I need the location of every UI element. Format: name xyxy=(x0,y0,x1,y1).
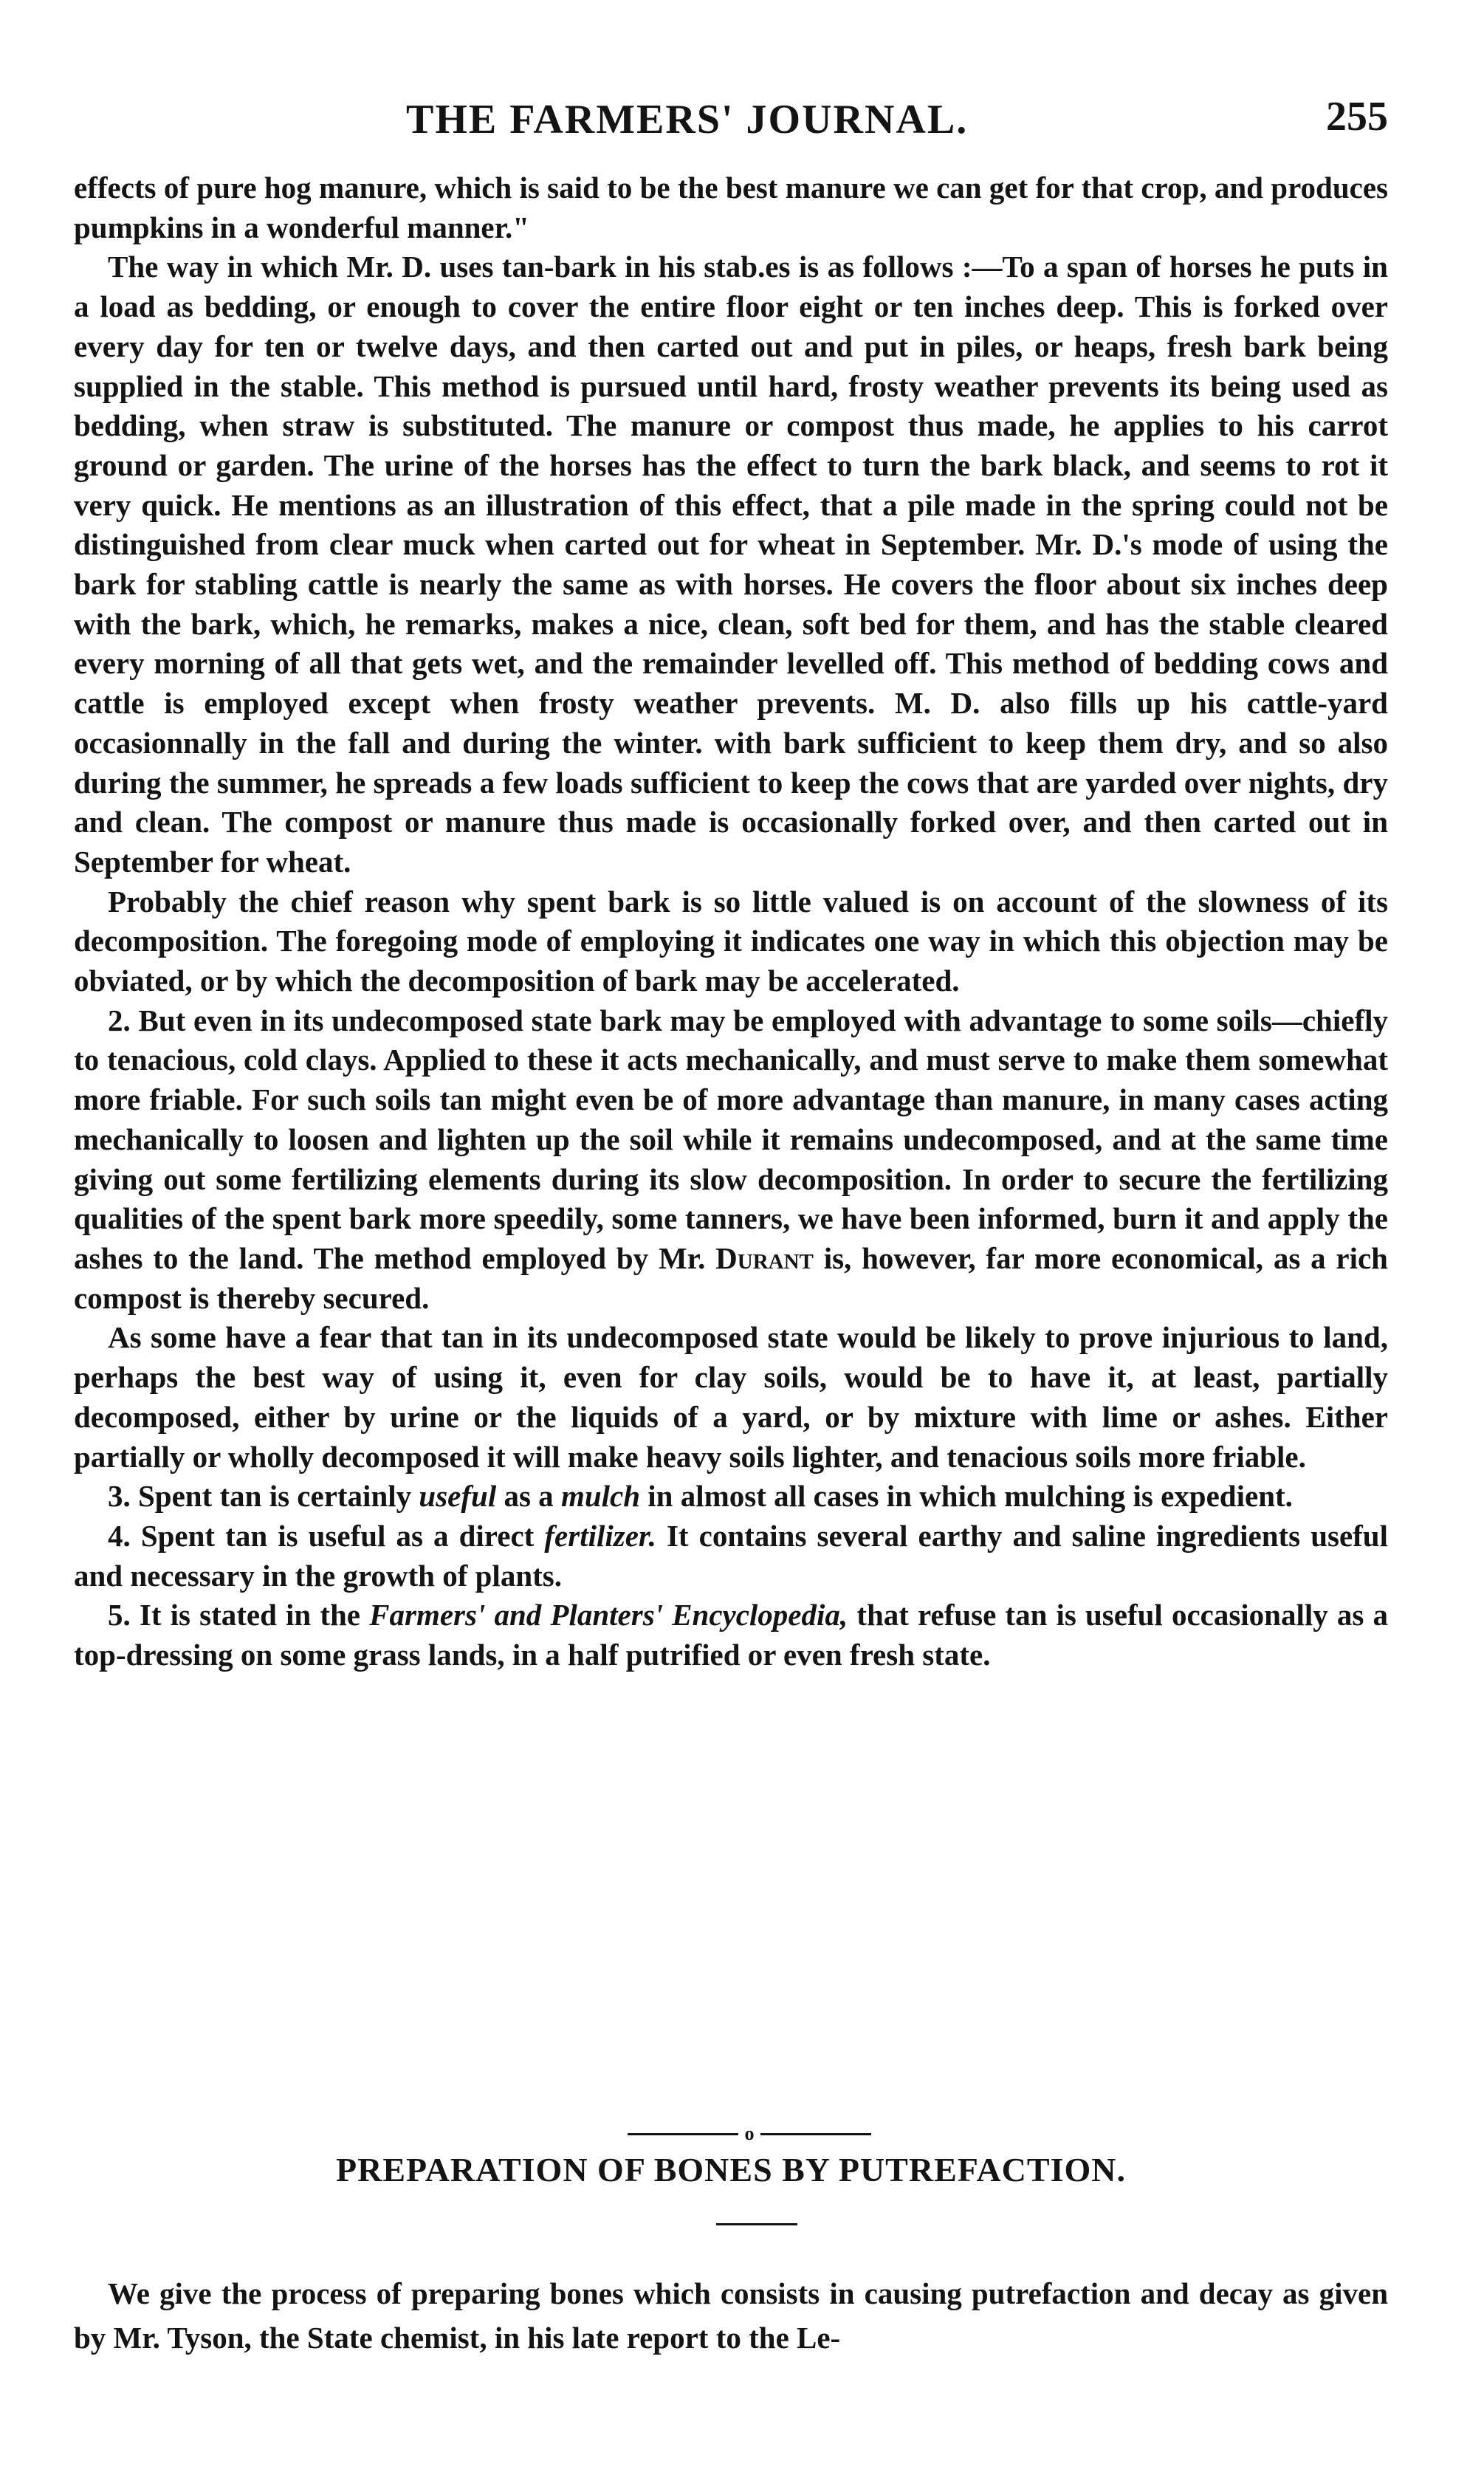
paragraph-text: 3. Spent tan is certainly xyxy=(108,1479,419,1514)
separator-glyph: o xyxy=(744,2123,755,2144)
paragraph-mulch xyxy=(74,1477,1388,1517)
emphasis-encyclopedia-title: Farmers' and Planters' Encyclopedia, xyxy=(369,1598,848,1633)
separator-rule-right xyxy=(760,2133,871,2135)
name-durant: Durant xyxy=(715,1240,814,1275)
section-body xyxy=(74,2271,1388,2360)
paragraph-text: It contains several earthy and saline ingredients useful and necessary in the growth of plants. xyxy=(74,1518,1388,1593)
paragraph-text: 4. Spent tan is useful as a direct xyxy=(108,1518,545,1553)
journal-title: THE FARMERS' JOURNAL. xyxy=(406,97,969,143)
page-number: 255 xyxy=(1326,94,1388,140)
paragraph-text: in almost all cases in which mulching is expedient. xyxy=(640,1479,1293,1514)
paragraph-hog-manure: effects of pure hog manure, which is said to be the best manure we can get for that crop, and produces pumpkins in a wonderful manner." xyxy=(74,171,1388,244)
paragraph-fertilizer xyxy=(74,1517,1388,1596)
paragraph-undecomposed-bark xyxy=(74,1001,1388,1319)
emphasis-useful: useful xyxy=(419,1479,497,1514)
separator-rule-left xyxy=(628,2133,738,2135)
section-separator xyxy=(628,2123,871,2145)
paragraph-text: 2. But even in its undecomposed state bark may be employed with advantage to some soils—chiefly to tenacious, cold clays. Applied to these it acts mechanically, and must serve to make them somewhat more friable. For such soils tan might even be of more advantage than manure, in many cases acting mechanically to loosen and lighten up the soil while it remains undecomposed, and at the same time giving out some fertilizing elements during its slow decomposition. In order to secure the fertilizing qualities of the spent bark more speedily, some tanners, we have been informed, burn it and apply the ashes to the land. The method employed by Mr. xyxy=(74,1003,1388,1275)
paragraph-text: as a xyxy=(496,1479,561,1514)
paragraph-text: 5. It is stated in the xyxy=(108,1598,370,1633)
paragraph-decomposition: Probably the chief reason why spent bark is so little valued is on account of the slowness of its decomposition. The foregoing mode of employing it indicates one way in which this objection may be obviated, or by which the decomposition of bark may be accelerated. xyxy=(74,884,1388,998)
paragraph-text: that refuse tan is useful occasionally as a top-dressing on some grass lands, in a half putrified or even fresh state. xyxy=(74,1598,1388,1672)
heading-rule xyxy=(716,2223,797,2225)
paragraph-text: is, however, far more economical, as a rich compost is thereby secured. xyxy=(74,1240,1388,1315)
running-head xyxy=(74,96,1388,155)
paragraph-partial-decomposition: As some have a fear that tan in its undecomposed state would be likely to prove injurious to land, perhaps the best way of using it, even for clay soils, would be to have it, at least, partially decomposed, either by urine or the liquids of a yard, or by mixture with lime or ashes. Either partially or wholly decomposed it will make heavy soils lighter, and tenacious soils more friable. xyxy=(74,1320,1388,1474)
article-body xyxy=(74,168,1388,1675)
paragraph-tan-bark-bedding: The way in which Mr. D. uses tan-bark in his stab.es is as follows :—To a span of horses he puts in a load as bedding, or enough to cover the entire floor eight or ten inches deep. This is forked over every day for ten or twelve days, and then carted out and put in piles, or heaps, fresh bark being supplied in the stable. This method is pursued until hard, frosty weather prevents its being used as bedding, when straw is substituted. The manure or compost thus made, he applies to his carrot ground or garden. The urine of the horses has the effect to turn the bark black, and seems to rot it very quick. He mentions as an illustration of this effect, that a pile made in the spring could not be distinguished from clear muck when carted out for wheat in September. Mr. D.'s mode of using the bark for stabling cattle is nearly the same as with horses. He covers the floor about six inches deep with the bark, which, he remarks, makes a nice, clean, soft bed for them, and has the stable cleared every morning of all that gets wet, and the remainder levelled off. This method of bedding cows and cattle is employed except when frosty weather prevents. M. D. also fills up his cattle-yard occasionnally in the fall and during the winter. with bark sufficient to keep them dry, and so also during the summer, he spreads a few loads sufficient to keep the cows that are yarded over nights, dry and clean. The compost or manure thus made is occasionally forked over, and then carted out in September for wheat. xyxy=(74,250,1388,879)
paragraph-encyclopedia xyxy=(74,1596,1388,1675)
emphasis-mulch: mulch xyxy=(560,1479,641,1514)
section-heading: PREPARATION OF BONES BY PUTREFACTION. xyxy=(336,2151,1126,2188)
paragraph-bones-process: We give the process of preparing bones which consists in causing putrefaction and decay as given by Mr. Tyson, the State chemist, in his late report to the Le- xyxy=(74,2276,1388,2355)
emphasis-fertilizer: fertilizer. xyxy=(544,1518,656,1553)
